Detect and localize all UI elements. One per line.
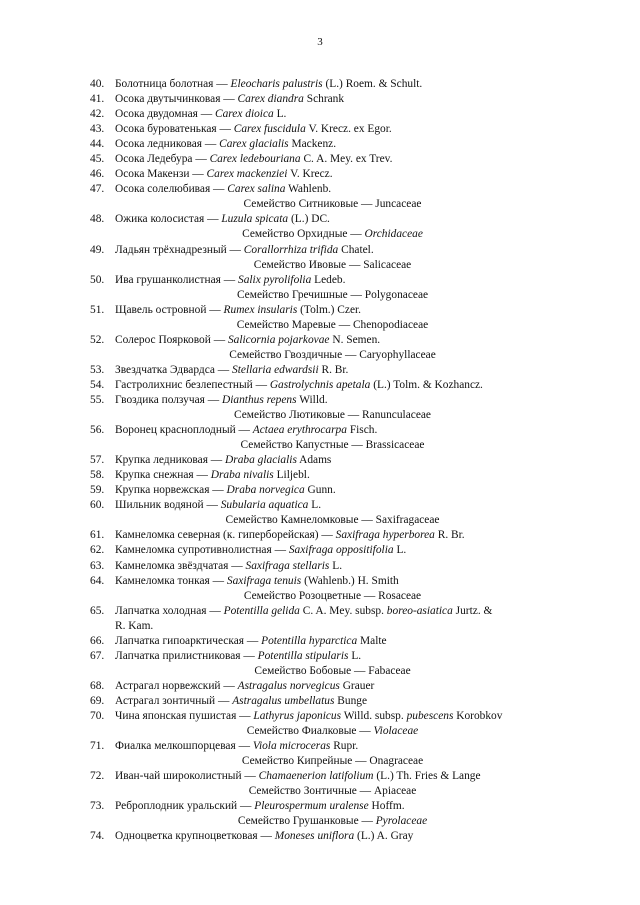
species-author: Rupr. xyxy=(333,740,359,753)
family-heading: Семейство Кипрейные — Onagraceae xyxy=(241,755,424,768)
family-name-ru: Семейство Кипрейные xyxy=(241,755,353,768)
entry-number: 59. xyxy=(90,484,105,497)
entry-number: 47. xyxy=(90,183,105,196)
species-author: (Tolm.) Czer. xyxy=(300,303,362,316)
entry-number: 54. xyxy=(90,378,105,391)
family-name-latin: Brassicaceae xyxy=(365,439,425,452)
species-name-latin: Corallorrhiza trifida xyxy=(243,243,339,256)
entry-text: Камнеломка северная (к. гиперборейская) — Saxifraga hyperborea R. Br. xyxy=(115,529,465,542)
entry-text: Чина японская пушистая — Lathyrus japonicus Willd. subsp. pubescens Korobkov xyxy=(115,709,503,722)
species-name-ru: Камнеломка супротивнолистная xyxy=(115,544,272,557)
entry-number: 45. xyxy=(90,153,105,166)
species-name-latin: Saxifraga tenuis xyxy=(226,574,302,587)
species-entry xyxy=(90,137,550,152)
species-author: Chatel. xyxy=(341,243,374,256)
family-heading: Семейство Капустные — Brassicaceae xyxy=(240,439,425,452)
family-heading: Семейство Зонтичные — Apiaceae xyxy=(248,785,417,798)
family-heading: Семейство Маревые — Chenopodiaceae xyxy=(236,318,429,331)
entry-text: Воронец красноплодный — Actaea erythrocarpa Fisch. xyxy=(115,424,378,437)
family-name-ru: Семейство Розоцветные xyxy=(243,589,362,602)
family-name-latin: Juncaceae xyxy=(375,198,422,211)
species-name-ru: Осока ледниковая xyxy=(115,138,202,151)
species-author: Willd. subsp. xyxy=(343,709,404,722)
species-author: C. A. Mey. subsp. xyxy=(302,604,384,617)
species-author: Mackenz. xyxy=(291,138,337,151)
entry-number: 52. xyxy=(90,333,105,346)
species-name-ru: Лапчатка прилистниковая xyxy=(115,649,241,662)
species-entry xyxy=(90,528,550,543)
species-entry xyxy=(90,393,550,408)
entry-number: 60. xyxy=(90,499,105,512)
entry-text: Иван-чай широколистный — Chamaenerion latifolium (L.) Th. Fries & Lange xyxy=(115,770,481,783)
species-name-latin: Carex dioica xyxy=(214,108,274,121)
species-name-ru: Осока Макензи xyxy=(115,168,190,181)
family-heading: Семейство Грушанковые — Pyrolaceae xyxy=(237,815,428,828)
entry-number: 56. xyxy=(90,424,105,437)
species-name-ru: Камнеломка тонкая xyxy=(115,574,210,587)
species-author: (L.) Tolm. & Kozhancz. xyxy=(373,378,483,391)
species-name-latin: Saxifraga oppositifolia xyxy=(288,544,394,557)
species-entry xyxy=(90,423,550,438)
family-name-ru: Семейство Ивовые xyxy=(253,258,347,271)
species-name-ru: Крупка снежная xyxy=(115,469,194,482)
species-author: Schrank xyxy=(306,93,345,106)
family-name-latin: Fabaceae xyxy=(368,664,411,677)
species-author: Gunn. xyxy=(307,484,336,497)
species-author: (Wahlenb.) H. Smith xyxy=(304,574,399,587)
species-name-latin: Gastrolychnis apetala xyxy=(269,378,371,391)
entry-text: Ладьян трёхнадрезный — Corallorrhiza trifida Chatel. xyxy=(115,243,374,256)
entry-number: 53. xyxy=(90,363,105,376)
family-heading: Семейство Бобовые — Fabaceae xyxy=(254,664,411,677)
family-name-latin: Salicaceae xyxy=(363,258,412,271)
species-name-ru: Чина японская пушистая xyxy=(115,709,237,722)
species-author: L. xyxy=(311,499,322,512)
entry-number: 43. xyxy=(90,123,105,136)
species-name-latin: Carex ledebouriana xyxy=(209,153,301,166)
species-name-ru: Ожика колосистая xyxy=(115,213,205,226)
species-entry xyxy=(90,243,550,258)
species-author: Grauer xyxy=(342,679,375,692)
family-name-ru: Семейство Бобовые xyxy=(254,664,352,677)
family-heading: Семейство Фиалковые — Violaceae xyxy=(246,725,419,738)
species-entry xyxy=(90,453,550,468)
species-name-latin: Potentilla stipularis xyxy=(257,649,349,662)
species-entry xyxy=(90,92,550,107)
species-name-ru: Лапчатка холодная xyxy=(115,604,207,617)
species-list xyxy=(90,77,550,844)
subspecies-author: Korobkov xyxy=(456,709,503,722)
family-heading: Семейство Розоцветные — Rosaceae xyxy=(243,589,422,602)
subspecies-name-latin: pubescens xyxy=(406,709,454,722)
species-name-latin: Astragalus umbellatus xyxy=(232,694,335,707)
entry-continuation xyxy=(90,619,550,634)
entry-number: 67. xyxy=(90,649,105,662)
entry-number: 40. xyxy=(90,78,105,90)
entry-number: 42. xyxy=(90,108,105,121)
species-name-ru: Осока Ледебура xyxy=(115,153,193,166)
family-name-ru: Семейство Грушанковые xyxy=(237,815,359,828)
entry-number: 51. xyxy=(90,303,105,316)
species-name-ru: Шильник водяной xyxy=(115,499,204,512)
family-name-latin: Onagraceae xyxy=(369,755,424,768)
entry-number: 68. xyxy=(90,679,105,692)
species-name-latin: Carex salina xyxy=(227,183,286,196)
species-name-ru: Ива грушанколистная xyxy=(115,273,221,286)
entry-number: 57. xyxy=(90,454,105,467)
species-entry xyxy=(90,634,550,649)
species-entry xyxy=(90,769,550,784)
entry-text: Астрагал зонтичный — Astragalus umbellatus Bunge xyxy=(115,694,368,707)
species-name-ru: Осока двутычинковая xyxy=(115,93,221,106)
family-name-ru: Семейство Зонтичные xyxy=(248,785,357,798)
family-name-ru: Семейство Капустные xyxy=(240,439,349,452)
entry-text: Осока солелюбивая — Carex salina Wahlenb. xyxy=(115,183,332,196)
species-name-latin: Subularia aquatica xyxy=(220,499,309,512)
species-entry xyxy=(90,303,550,318)
species-name-ru: Ладьян трёхнадрезный xyxy=(115,243,227,256)
entry-text: Камнеломка супротивнолистная — Saxifraga oppositifolia L. xyxy=(115,544,407,557)
species-name-latin: Luzula spicata xyxy=(221,213,289,226)
species-entry xyxy=(90,152,550,167)
species-name-latin: Rumex insularis xyxy=(223,303,298,316)
entry-text: Камнеломка звёздчатая — Saxifraga stellaris L. xyxy=(115,559,343,572)
entry-number: 58. xyxy=(90,469,105,482)
entry-text: Лапчатка гипоарктическая — Potentilla hyparctica Malte xyxy=(115,634,387,647)
species-entry xyxy=(90,799,550,814)
subspecies-name-latin: boreo-asiatica xyxy=(386,604,453,617)
species-name-latin: Carex diandra xyxy=(237,93,304,106)
species-author: N. Semen. xyxy=(332,333,381,346)
species-name-ru: Солерос Поярковой xyxy=(115,333,211,346)
species-name-latin: Carex fuscidula xyxy=(233,123,306,136)
entry-text: Щавель островной — Rumex insularis (Tolm.) Czer. xyxy=(115,303,362,316)
species-author: L. xyxy=(332,559,343,572)
species-name-latin: Draba norvegica xyxy=(226,484,305,497)
species-author: R. Br. xyxy=(437,529,465,542)
species-entry xyxy=(90,468,550,483)
entry-text: Звездчатка Эдвардса — Stellaria edwardsii R. Br. xyxy=(115,363,349,376)
species-name-ru: Воронец красноплодный xyxy=(115,424,236,437)
entry-text: Крупка норвежская — Draba norvegica Gunn. xyxy=(115,484,336,497)
species-author: Ledeb. xyxy=(314,273,346,286)
family-heading: Семейство Гречишные — Polygonaceae xyxy=(236,288,429,301)
entry-number: 48. xyxy=(90,213,105,226)
species-name-ru: Крупка норвежская xyxy=(115,484,210,497)
entry-text: Осока двутычинковая — Carex diandra Schrank xyxy=(115,93,345,106)
family-heading: Семейство Орхидные — Orchidaceae xyxy=(242,228,423,241)
species-name-latin: Viola microceras xyxy=(252,740,331,753)
entry-number: 69. xyxy=(90,694,105,707)
species-entry xyxy=(90,107,550,122)
species-name-latin: Draba nivalis xyxy=(210,469,274,482)
species-name-latin: Saxifraga hyperborea xyxy=(335,529,435,542)
species-name-latin: Saxifraga stellaris xyxy=(245,559,330,572)
species-entry xyxy=(90,122,550,137)
species-entry xyxy=(90,559,550,574)
family-name-ru: Семейство Маревые xyxy=(236,318,336,331)
species-name-latin: Chamaenerion latifolium xyxy=(258,770,374,783)
species-name-latin: Potentilla hyparctica xyxy=(261,634,358,647)
entry-text: Лапчатка холодная — Potentilla gelida C. A. Mey. subsp. boreo-asiatica Jurtz. & xyxy=(115,604,493,617)
species-name-ru: Гвоздика ползучая xyxy=(115,393,205,406)
species-name-latin: Dianthus repens xyxy=(222,393,297,406)
entry-number: 55. xyxy=(90,393,105,406)
species-name-ru: Осока буроватенькая xyxy=(115,123,217,136)
family-name-latin: Saxifragaceae xyxy=(375,514,440,527)
family-name-latin: Rosaceae xyxy=(378,589,422,602)
species-name-ru: Астрагал норвежский xyxy=(115,679,221,692)
family-heading: Семейство Ситниковые — Juncaceae xyxy=(243,198,422,211)
species-author: (L.) DC. xyxy=(290,213,330,226)
species-entry xyxy=(90,363,550,378)
family-heading: Семейство Камнеломковые — Saxifragaceae xyxy=(225,514,440,527)
species-name-latin: Astragalus norvegicus xyxy=(237,679,340,692)
entry-number: 50. xyxy=(90,273,105,286)
species-name-latin: Carex mackenziei xyxy=(206,168,288,181)
species-entry xyxy=(90,739,550,754)
family-name-latin: Caryophyllaceae xyxy=(359,348,436,361)
entry-text: Лапчатка прилистниковая — Potentilla stipularis L. xyxy=(115,649,362,662)
entry-number: 41. xyxy=(90,93,105,106)
species-author: R. Br. xyxy=(321,363,349,376)
species-name-ru: Фиалка мелкошпорцевая xyxy=(115,740,236,753)
entry-text: Гвоздика ползучая — Dianthus repens Willd. xyxy=(115,393,328,406)
species-name-latin: Lathyrus japonicus xyxy=(253,709,342,722)
entry-text: Осока буроватенькая — Carex fuscidula V. Krecz. ex Egor. xyxy=(115,123,392,136)
species-author: Adams xyxy=(299,454,332,467)
species-name-ru: Осока солелюбивая xyxy=(115,183,211,196)
species-author: (L.) Th. Fries & Lange xyxy=(376,770,481,783)
family-name-ru: Семейство Орхидные xyxy=(242,228,348,241)
family-name-ru: Семейство Гречишные xyxy=(236,288,348,301)
family-name-latin: Pyrolaceae xyxy=(375,815,428,828)
family-name-ru: Семейство Гвоздичные xyxy=(229,348,343,361)
species-name-latin: Actaea erythrocarpa xyxy=(252,424,347,437)
entry-number: 63. xyxy=(90,559,105,572)
entry-number: 61. xyxy=(90,529,105,542)
species-entry xyxy=(90,378,550,393)
entry-number: 72. xyxy=(90,770,105,783)
species-name-ru: Камнеломка северная (к. гиперборейская) xyxy=(115,529,319,542)
species-author: L. xyxy=(276,108,287,121)
species-name-latin: Pleurospermum uralense xyxy=(254,800,369,813)
species-author: Willd. xyxy=(299,393,328,406)
family-name-latin: Ranunculaceae xyxy=(362,409,431,422)
species-entry xyxy=(90,649,550,664)
entry-text: Солерос Поярковой — Salicornia pojarkovae N. Semen. xyxy=(115,333,381,346)
species-name-ru: Звездчатка Эдвардса xyxy=(115,363,215,376)
family-name-latin: Violaceae xyxy=(373,725,419,738)
species-author: C. A. Mey. ex Trev. xyxy=(303,153,393,166)
species-name-latin: Draba glacialis xyxy=(225,454,297,467)
entry-text: Крупка снежная — Draba nivalis Liljebl. xyxy=(115,469,310,482)
family-name-ru: Семейство Камнеломковые xyxy=(225,514,359,527)
family-heading: Семейство Лютиковые — Ranunculaceae xyxy=(234,409,431,422)
entry-text: Камнеломка тонкая — Saxifraga tenuis (Wahlenb.) H. Smith xyxy=(115,574,399,587)
species-name-ru: Лапчатка гипоарктическая xyxy=(115,634,245,647)
family-name-latin: Chenopodiaceae xyxy=(352,318,429,331)
entry-number: 46. xyxy=(90,168,105,181)
species-name-latin: Stellaria edwardsii xyxy=(232,363,319,376)
species-author: Fisch. xyxy=(349,424,378,437)
entry-number: 44. xyxy=(90,138,105,151)
species-entry xyxy=(90,167,550,182)
species-author: L. xyxy=(351,649,362,662)
family-heading: Семейство Ивовые — Salicaceae xyxy=(253,258,412,271)
species-name-ru: Крупка ледниковая xyxy=(115,454,208,467)
entry-number: 70. xyxy=(90,709,105,722)
species-entry xyxy=(90,77,550,92)
entry-text: Осока Ледебура — Carex ledebouriana C. A. Mey. ex Trev. xyxy=(115,153,393,166)
species-author: (L.) A. Gray xyxy=(357,830,414,843)
entry-text: Гастролихнис безлепестный — Gastrolychnis apetala (L.) Tolm. & Kozhancz. xyxy=(115,378,483,391)
entry-text: Одноцветка крупноцветковая — Moneses uniflora (L.) A. Gray xyxy=(115,830,414,843)
species-name-ru: Астрагал зонтичный xyxy=(115,694,216,707)
species-entry xyxy=(90,333,550,348)
species-name-latin: Moneses uniflora xyxy=(274,830,355,843)
family-name-latin: Polygonaceae xyxy=(364,288,429,301)
species-entry xyxy=(90,498,550,513)
species-name-ru: Щавель островной xyxy=(115,303,207,316)
entry-text: Реброплодник уральский — Pleurospermum uralense Hoffm. xyxy=(115,800,405,813)
species-name-latin: Eleocharis palustris xyxy=(230,78,323,90)
entry-text: Осока ледниковая — Carex glacialis Mackenz. xyxy=(115,138,337,151)
entry-number: 64. xyxy=(90,574,105,587)
family-name-ru: Семейство Ситниковые xyxy=(243,198,359,211)
species-author: Hoffm. xyxy=(371,800,405,813)
family-name-ru: Семейство Лютиковые xyxy=(234,409,345,422)
entry-number: 66. xyxy=(90,634,105,647)
species-entry xyxy=(90,273,550,288)
family-name-latin: Orchidaceae xyxy=(364,228,423,241)
species-name-ru: Иван-чай широколистный xyxy=(115,770,242,783)
entry-text: Осока Макензи — Carex mackenziei V. Krecz. xyxy=(115,168,333,181)
subspecies-author: Jurtz. & xyxy=(455,604,493,617)
entry-text: Крупка ледниковая — Draba glacialis Adams xyxy=(115,454,332,467)
species-name-ru: Гастролихнис безлепестный xyxy=(115,378,253,391)
species-entry xyxy=(90,212,550,227)
entry-number: 73. xyxy=(90,800,105,813)
species-entry xyxy=(90,679,550,694)
entry-number: 49. xyxy=(90,243,105,256)
species-entry xyxy=(90,709,550,724)
species-author: V. Krecz. ex Egor. xyxy=(308,123,392,136)
species-author: Wahlenb. xyxy=(288,183,332,196)
species-name-latin: Salix pyrolifolia xyxy=(238,273,312,286)
entry-text: Ожика колосистая — Luzula spicata (L.) DC. xyxy=(115,213,330,226)
species-entry xyxy=(90,182,550,197)
species-author: L. xyxy=(396,544,407,557)
entry-text: Болотница болотная — Eleocharis palustris (L.) Roem. & Schult. xyxy=(115,78,423,90)
species-author: Liljebl. xyxy=(276,469,310,482)
species-entry xyxy=(90,829,550,844)
species-name-ru: Камнеломка звёздчатая xyxy=(115,559,229,572)
family-heading: Семейство Гвоздичные — Caryophyllaceae xyxy=(229,348,436,361)
entry-number: 71. xyxy=(90,740,105,753)
species-name-ru: Одноцветка крупноцветковая xyxy=(115,830,258,843)
species-author: (L.) Roem. & Schult. xyxy=(325,78,423,90)
entry-text: Шильник водяной — Subularia aquatica L. xyxy=(115,499,322,512)
entry-number: 65. xyxy=(90,604,105,617)
species-name-ru: Болотница болотная xyxy=(115,78,214,90)
species-author: Malte xyxy=(360,634,387,647)
species-name-latin: Salicornia pojarkovae xyxy=(227,333,330,346)
species-entry xyxy=(90,694,550,709)
family-name-ru: Семейство Фиалковые xyxy=(246,725,357,738)
entry-text: Астрагал норвежский — Astragalus norvegicus Grauer xyxy=(115,679,375,692)
species-name-latin: Carex glacialis xyxy=(219,138,289,151)
entry-number: 74. xyxy=(90,830,105,843)
species-name-ru: Осока двудомная xyxy=(115,108,198,121)
species-entry xyxy=(90,604,550,619)
species-author: Bunge xyxy=(337,694,368,707)
species-name-ru: Реброплодник уральский xyxy=(115,800,238,813)
species-entry xyxy=(90,483,550,498)
family-name-latin: Apiaceae xyxy=(373,785,417,798)
page-number: 3 xyxy=(317,36,323,48)
species-entry xyxy=(90,543,550,558)
species-entry xyxy=(90,574,550,589)
entry-text: Фиалка мелкошпорцевая — Viola microceras Rupr. xyxy=(115,740,359,753)
entry-text: Ива грушанколистная — Salix pyrolifolia Ledeb. xyxy=(115,273,346,286)
species-author-continued: R. Kam. xyxy=(115,619,154,632)
entry-text: Осока двудомная — Carex dioica L. xyxy=(115,108,287,121)
species-name-latin: Potentilla gelida xyxy=(223,604,300,617)
species-author: V. Krecz. xyxy=(290,168,333,181)
entry-number: 62. xyxy=(90,544,105,557)
